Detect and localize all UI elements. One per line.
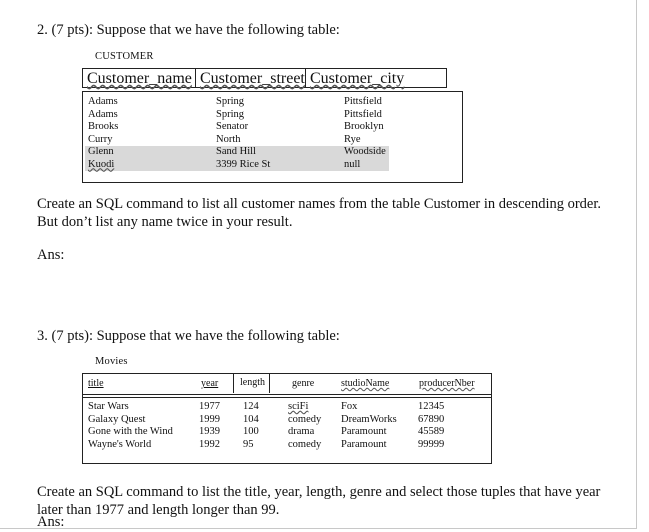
table-row: Adams Spring Pittsfield bbox=[88, 96, 382, 107]
q3-prompt: Create an SQL command to list the title, year, length, genre and select those tuples that have year later than 1977 and length longer than 99. bbox=[37, 484, 601, 518]
col-customer-city: Customer_city bbox=[305, 68, 447, 88]
table-row: Galaxy Quest 1999 104 comedy DreamWorks 67890 bbox=[88, 413, 445, 425]
q3-heading: 3. (7 pts): Suppose that we have the following table: bbox=[37, 328, 340, 344]
movies-table-header bbox=[83, 374, 491, 394]
col-producer-nber: producerNber bbox=[419, 378, 475, 389]
col-title: title bbox=[88, 378, 104, 389]
movies-table-caption: Movies bbox=[95, 356, 128, 367]
q2-heading: 2. (7 pts): Suppose that we have the following table: bbox=[37, 22, 340, 38]
col-studio-name: studioName bbox=[341, 378, 390, 389]
q3-answer-label: Ans: bbox=[37, 514, 65, 530]
table-row: Adams Spring Pittsfield bbox=[88, 108, 382, 120]
col-customer-name: Customer_name bbox=[82, 68, 196, 88]
table-row: Curry North Rye bbox=[88, 133, 361, 145]
table-row: Wayne's World 1992 95 comedy Paramount 99999 bbox=[88, 438, 445, 450]
q2-answer-label: Ans: bbox=[37, 247, 65, 263]
table-row: Brooks Senator Brooklyn bbox=[88, 121, 384, 132]
customer-table-body bbox=[82, 91, 463, 183]
movies-table-divider bbox=[83, 394, 491, 395]
movies-table bbox=[82, 373, 492, 464]
customer-table-caption: CUSTOMER bbox=[95, 51, 154, 62]
table-row-highlighted: Glenn Sand Hill Woodside bbox=[85, 146, 389, 159]
col-customer-street: Customer_street bbox=[195, 68, 306, 88]
table-row: Star Wars 1977 124 sciFi Fox 12345 bbox=[88, 401, 445, 412]
table-row: Gone with the Wind 1939 100 drama Paramount 45589 bbox=[88, 426, 445, 437]
movies-table-divider bbox=[83, 397, 491, 398]
q2-prompt: Create an SQL command to list all customer names from the table Customer in descending order. But don’t list any name twice in your result. bbox=[37, 196, 602, 230]
customer-table-header bbox=[82, 68, 446, 88]
col-genre: genre bbox=[292, 378, 315, 389]
col-year: year bbox=[201, 378, 219, 389]
col-length: length bbox=[233, 373, 270, 393]
table-row-highlighted: Kuodi 3399 Rice St null bbox=[85, 159, 389, 172]
